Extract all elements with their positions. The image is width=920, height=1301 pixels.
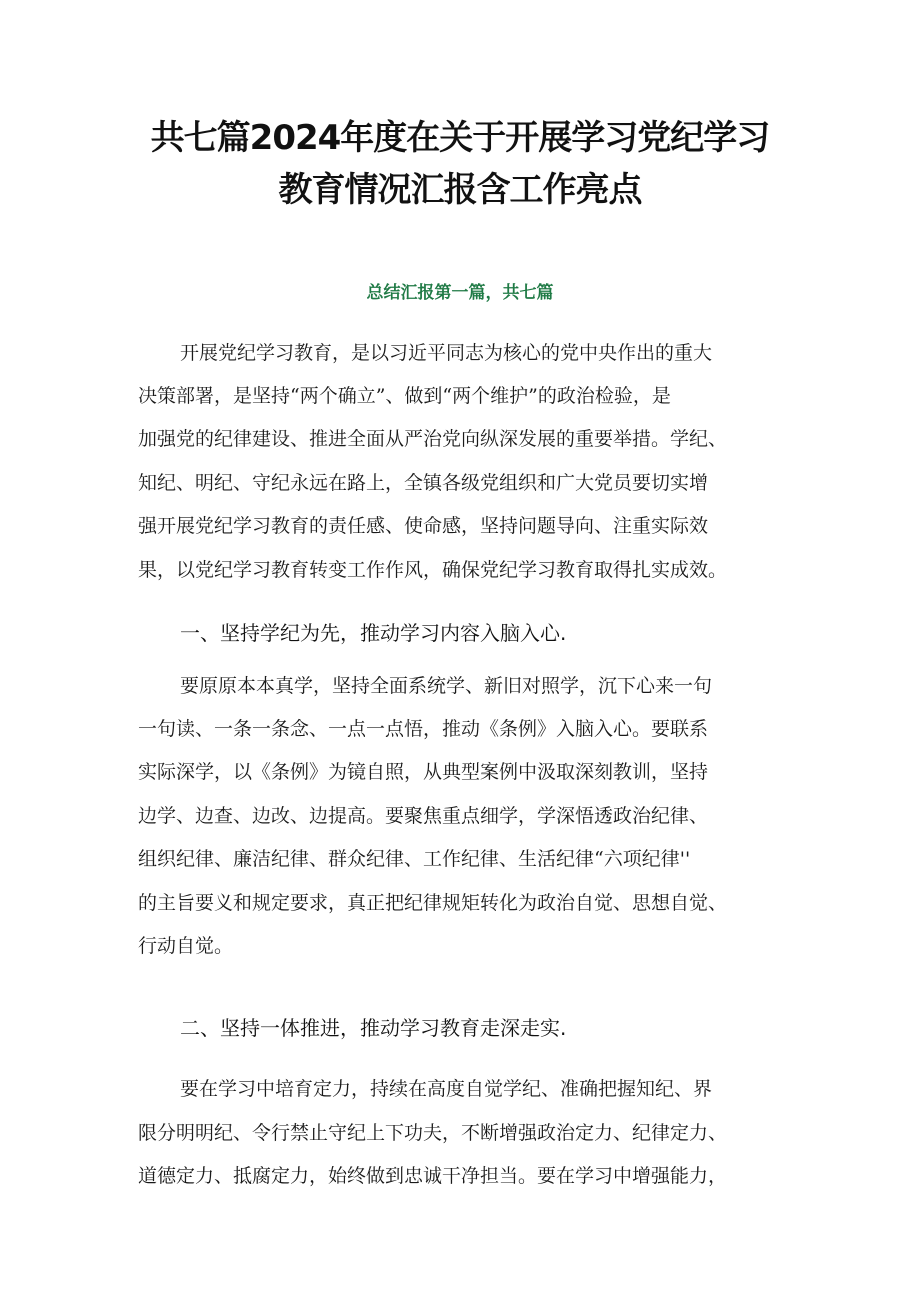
intro-line: 知纪、明纪、守纪永远在路上，全镇各级党组织和广大党员要切实增 <box>138 472 709 494</box>
intro-line: 果，以党纪学习教育转变工作作风，确保党纪学习教育取得扎实成效。 <box>138 559 728 581</box>
section-1-line: 的主旨要义和规定要求，真正把纪律规矩转化为政治自觉、思想自觉、 <box>138 892 728 914</box>
section-1-heading: 一、坚持学纪为先，推动学习内容入脑入心. <box>180 621 567 645</box>
section-2-heading: 二、坚持一体推进，推动学习教育走深走实. <box>180 1016 567 1040</box>
section-2-line: 要在学习中培育定力，持续在高度自觉学纪、准确把握知纪、界 <box>180 1078 713 1100</box>
section-1-line: 实际深学，以《条例》为镜自照，从典型案例中汲取深刻教训，坚持 <box>138 761 709 783</box>
section-1-line: 行动自觉。 <box>138 935 234 957</box>
document-subtitle: 总结汇报第一篇，共七篇 <box>366 283 554 303</box>
section-1-line: 边学、边查、边改、边提高。要聚焦重点细学，学深悟透政治纪律、 <box>138 805 709 827</box>
section-1-line: 组织纪律、廉洁纪律、群众纪律、工作纪律、生活纪律“六项纪律'' <box>138 848 691 870</box>
document-title-line-2: 教育情况汇报含工作亮点 <box>278 170 642 210</box>
intro-line: 开展党纪学习教育，是以习近平同志为核心的党中央作出的重大 <box>180 342 713 364</box>
intro-line: 加强党的纪律建设、推进全面从严治党向纵深发展的重要举措。学纪、 <box>138 428 728 450</box>
section-2-line: 道德定力、抵腐定力，始终做到忠诚干净担当。要在学习中增强能力， <box>138 1165 728 1187</box>
section-1-line: 要原原本本真学，坚持全面系统学、新旧对照学，沉下心来一句 <box>180 675 713 697</box>
section-2-line: 限分明明纪、令行禁止守纪上下功夫，不断增强政治定力、纪律定力、 <box>138 1122 728 1144</box>
intro-line: 决策部署，是坚持“两个确立”、做到“两个维护”的政治检验，是 <box>138 385 671 407</box>
section-1-line: 一句读、一条一条念、一点一点悟，推动《条例》入脑入心。要联系 <box>138 718 709 740</box>
intro-line: 强开展党纪学习教育的责任感、使命感，坚持问题导向、注重实际效 <box>138 515 709 537</box>
document-title-line-1: 共七篇2024年度在关于开展学习党纪学习 <box>150 118 770 158</box>
